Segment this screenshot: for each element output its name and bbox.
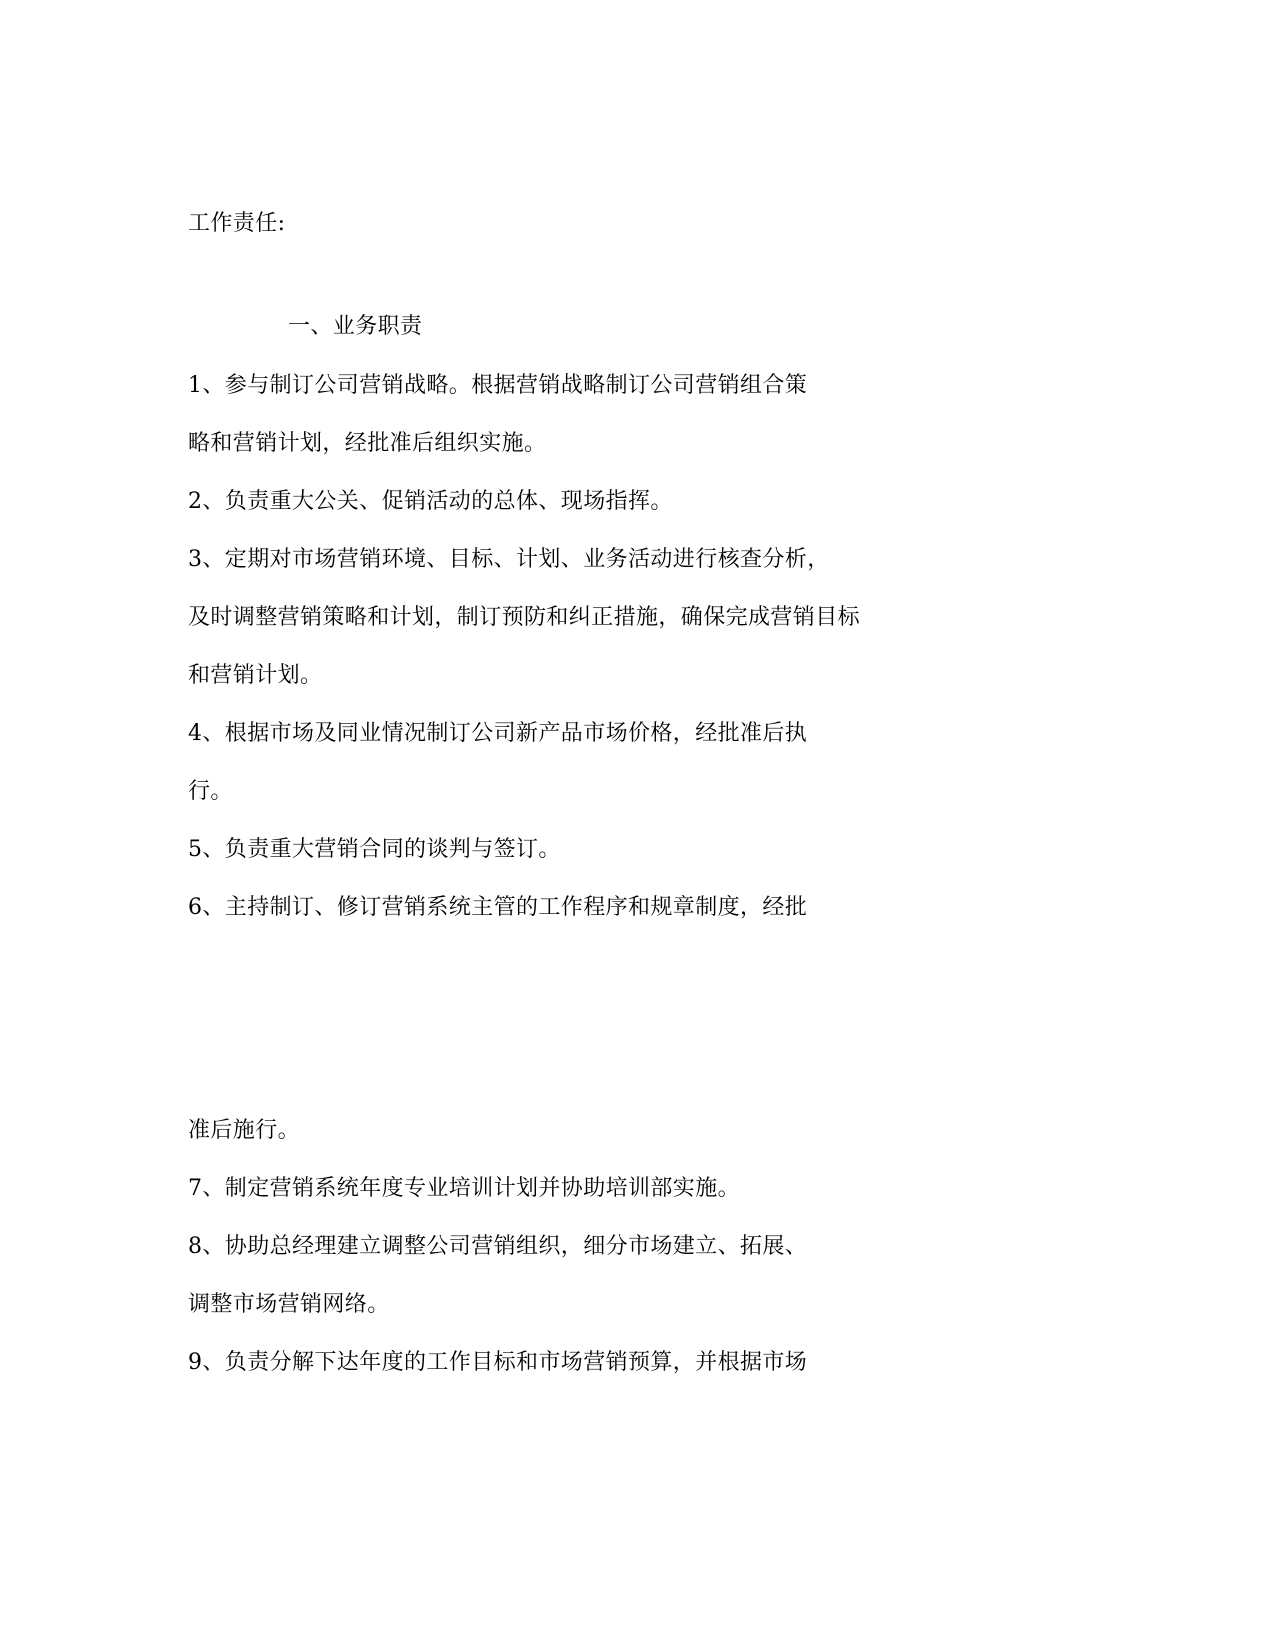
paragraph-line: 准后施行。 bbox=[188, 1118, 301, 1143]
paragraph-line: 1、参与制订公司营销战略。根据营销战略制订公司营销组合策 bbox=[188, 373, 808, 398]
paragraph-line: 和营销计划。 bbox=[188, 663, 323, 688]
paragraph-line: 6、主持制订、修订营销系统主管的工作程序和规章制度，经批 bbox=[188, 895, 808, 920]
paragraph-line: 9、负责分解下达年度的工作目标和市场营销预算，并根据市场 bbox=[188, 1350, 808, 1375]
paragraph-line: 略和营销计划，经批准后组织实施。 bbox=[188, 431, 547, 456]
paragraph-line: 行。 bbox=[188, 779, 233, 804]
paragraph-line: 7、制定营销系统年度专业培训计划并协助培训部实施。 bbox=[188, 1176, 740, 1201]
section-label: 工作责任: bbox=[188, 211, 286, 236]
paragraph-line: 及时调整营销策略和计划，制订预防和纠正措施，确保完成营销目标 bbox=[188, 605, 861, 630]
paragraph-line: 2、负责重大公关、促销活动的总体、现场指挥。 bbox=[188, 489, 673, 514]
paragraph-line: 4、根据市场及同业情况制订公司新产品市场价格，经批准后执 bbox=[188, 721, 808, 746]
paragraph-line: 调整市场营销网络。 bbox=[188, 1292, 390, 1317]
paragraph-line: 3、定期对市场营销环境、目标、计划、业务活动进行核查分析， bbox=[188, 547, 830, 572]
paragraph-line: 5、负责重大营销合同的谈判与签订。 bbox=[188, 837, 561, 862]
subsection-title: 一、业务职责 bbox=[288, 314, 423, 339]
paragraph-line: 8、协助总经理建立调整公司营销组织，细分市场建立、拓展、 bbox=[188, 1234, 808, 1259]
